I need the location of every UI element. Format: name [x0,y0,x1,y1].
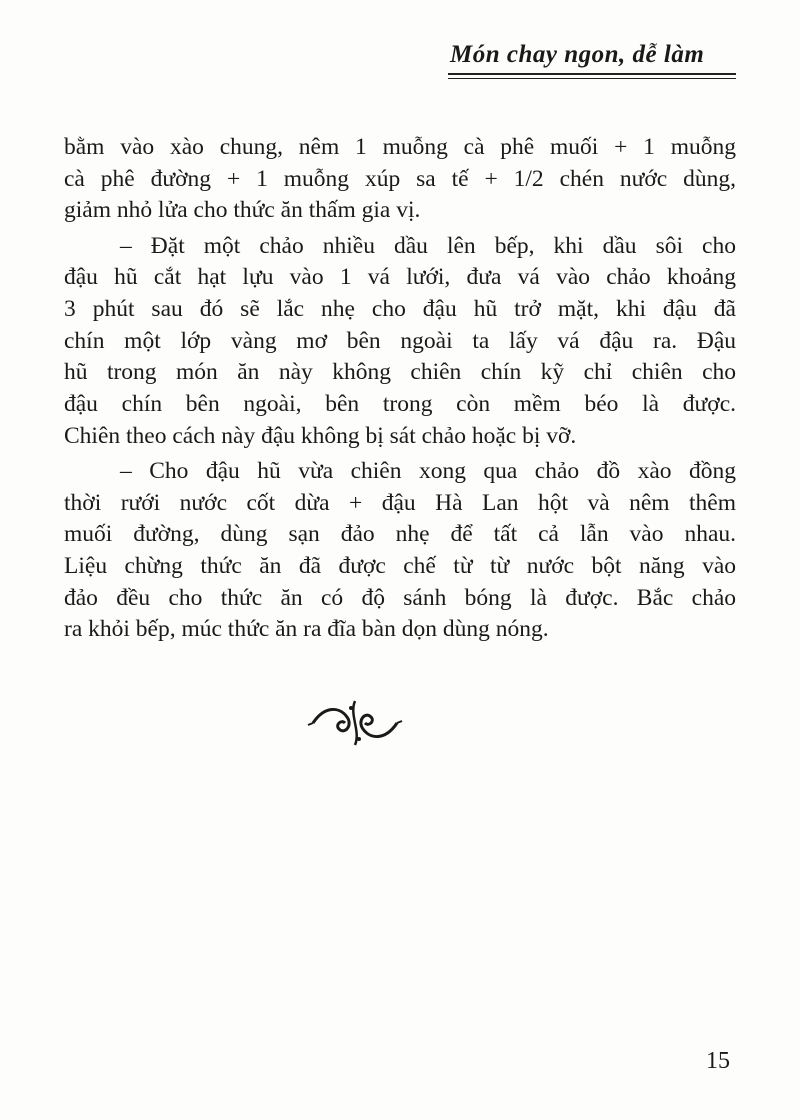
text-line: giảm nhỏ lửa cho thức ăn thấm gia vị. [64,197,421,224]
body-text [64,132,736,650]
text-line: cà phê đường + 1 muỗng xúp sa tế + 1/2 chén nước dùng, [64,165,736,192]
text-line: ra khỏi bếp, múc thức ăn ra đĩa bàn dọn dùng nóng. [64,616,549,643]
text-line: – Đặt một chảo nhiều dầu lên bếp, khi dầu sôi cho [120,232,736,259]
text-line: 3 phút sau đó sẽ lắc nhẹ cho đậu hũ trở mặt, khi đậu đã [64,295,736,322]
running-header [448,40,736,79]
paragraph-2 [64,231,736,453]
text-line: đảo đều cho thức ăn có độ sánh bóng là được. Bắc chảo [64,584,736,611]
flourish-ornament-icon [305,695,405,750]
text-line: chín một lớp vàng mơ bên ngoài ta lấy vá đậu ra. Đậu [64,327,736,354]
text-line: Liệu chừng thức ăn đã được chế từ từ nước bột năng vào [64,552,736,579]
text-line: thời rưới nước cốt dừa + đậu Hà Lan hột và nêm thêm [64,489,736,516]
text-line: – Cho đậu hũ vừa chiên xong qua chảo đồ xào đồng [120,457,736,484]
page-number: 15 [706,1048,730,1074]
text-line: Chiên theo cách này đậu không bị sát chảo hoặc bị vỡ. [64,422,577,449]
header-rule-thin [448,78,736,79]
running-title: Món chay ngon, dễ làm [450,41,705,68]
paragraph-1 [64,132,736,227]
text-line: bằm vào xào chung, nêm 1 muỗng cà phê muối + 1 muỗng [64,134,736,160]
text-line: muối đường, dùng sạn đảo nhẹ để tất cả lẫn vào nhau. [64,521,736,548]
header-rule [448,73,736,75]
paragraph-3 [64,456,736,646]
text-line: đậu chín bên ngoài, bên trong còn mềm béo là được. [64,391,736,417]
text-line: hũ trong món ăn này không chiên chín kỹ chỉ chiên cho [64,359,736,386]
text-line: đậu hũ cắt hạt lựu vào 1 vá lưới, đưa vá vào chảo khoảng [64,264,736,291]
